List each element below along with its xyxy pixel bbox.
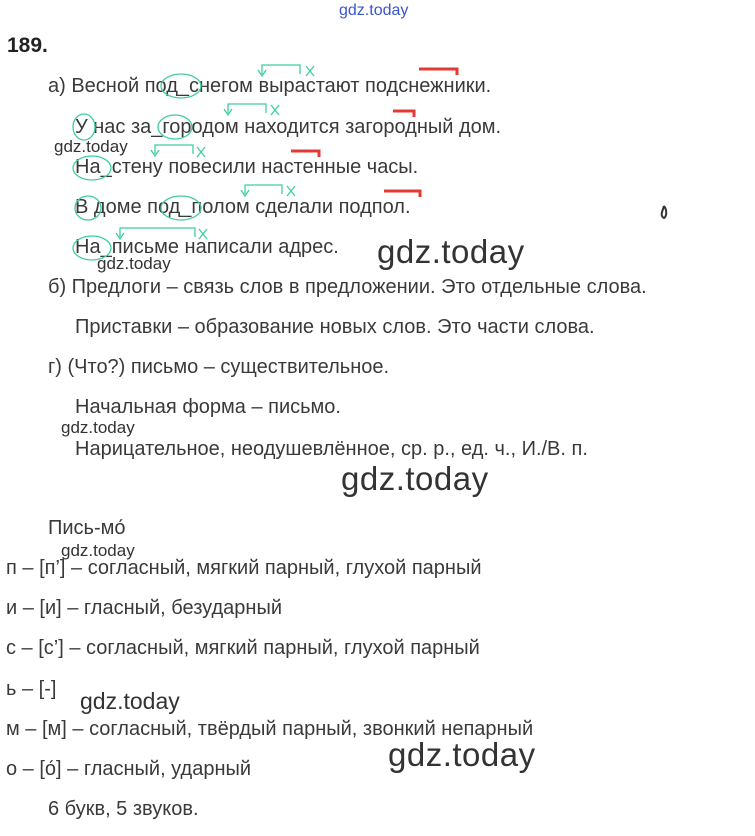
watermark-small: gdz.today <box>61 418 135 437</box>
watermark-small: gdz.today <box>54 137 128 156</box>
stray-mark <box>662 206 667 218</box>
phonetic-letter-s: с – [с’] – согласный, мягкий парный, глухой парный <box>6 637 480 659</box>
dependency-arrow <box>241 185 282 196</box>
exercise-number: 189. <box>7 34 48 57</box>
phonetic-word: Пись-мо́ <box>48 517 126 539</box>
prefix-mark <box>419 69 457 75</box>
prefix-mark <box>393 111 414 117</box>
phonetic-letter-m: м – [м] – согласный, твёрдый парный, звонкий непарный <box>6 718 534 740</box>
ending-mark-x <box>306 66 314 76</box>
phonetic-summary: 6 букв, 5 звуков. <box>48 798 199 820</box>
watermark-small: gdz.today <box>97 254 171 273</box>
watermark-big: gdz.today <box>341 460 489 497</box>
phonetic-letter-i: и – [и] – гласный, безударный <box>6 597 282 619</box>
section-b-line-1: б) Предлоги – связь слов в предложении. Это отдельные слова. <box>48 276 647 298</box>
preposition-circle <box>75 196 101 220</box>
ending-mark-x <box>271 105 279 115</box>
ending-mark-x <box>197 147 205 157</box>
section-g-line-1: г) (Что?) письмо – существительное. <box>48 356 390 378</box>
sentence-line-3: На_стену повесили настенные часы. <box>75 156 419 178</box>
preposition-circle <box>161 74 201 98</box>
prefix-mark <box>291 151 319 157</box>
dependency-arrow <box>258 65 300 76</box>
preposition-circle <box>161 196 201 220</box>
section-b-line-2: Приставки – образование новых слов. Это части слова. <box>75 316 595 338</box>
section-g-line-3: Нарицательное, неодушевлённое, ср. р., ед. ч., И./В. п. <box>75 438 588 460</box>
preposition-circle <box>73 114 95 140</box>
watermark-big: gdz.today <box>377 233 525 270</box>
phonetic-letter-p: п – [п’] – согласный, мягкий парный, глухой парный <box>6 557 482 579</box>
watermark-top: gdz.today <box>339 2 409 19</box>
dependency-arrow <box>224 104 266 115</box>
sentence-line-5: На_письме написали адрес. <box>75 236 339 258</box>
phonetic-letter-o: о – [о́] – гласный, ударный <box>6 758 252 780</box>
dependency-arrow <box>151 145 193 156</box>
ending-mark-x <box>287 186 295 196</box>
preposition-circle <box>73 236 111 260</box>
ending-mark-x <box>199 229 207 239</box>
watermark-small: gdz.today <box>80 688 180 714</box>
prefix-mark <box>384 191 420 197</box>
watermark-small: gdz.today <box>61 541 135 560</box>
sentence-line-2: У нас за_городом находится загородный дом. <box>75 116 502 138</box>
section-g-line-2: Начальная форма – письмо. <box>75 396 341 418</box>
watermark-big: gdz.today <box>388 736 536 773</box>
preposition-circle <box>158 115 192 139</box>
phonetic-letter-soft-sign: ь – [-] <box>6 678 57 700</box>
sentence-line-1: а) Весной под_снегом вырастают подснежники. <box>48 75 492 97</box>
dependency-arrow <box>116 228 195 239</box>
preposition-circle <box>73 156 111 180</box>
sentence-line-4: В доме под_полом сделали подпол. <box>75 196 411 218</box>
